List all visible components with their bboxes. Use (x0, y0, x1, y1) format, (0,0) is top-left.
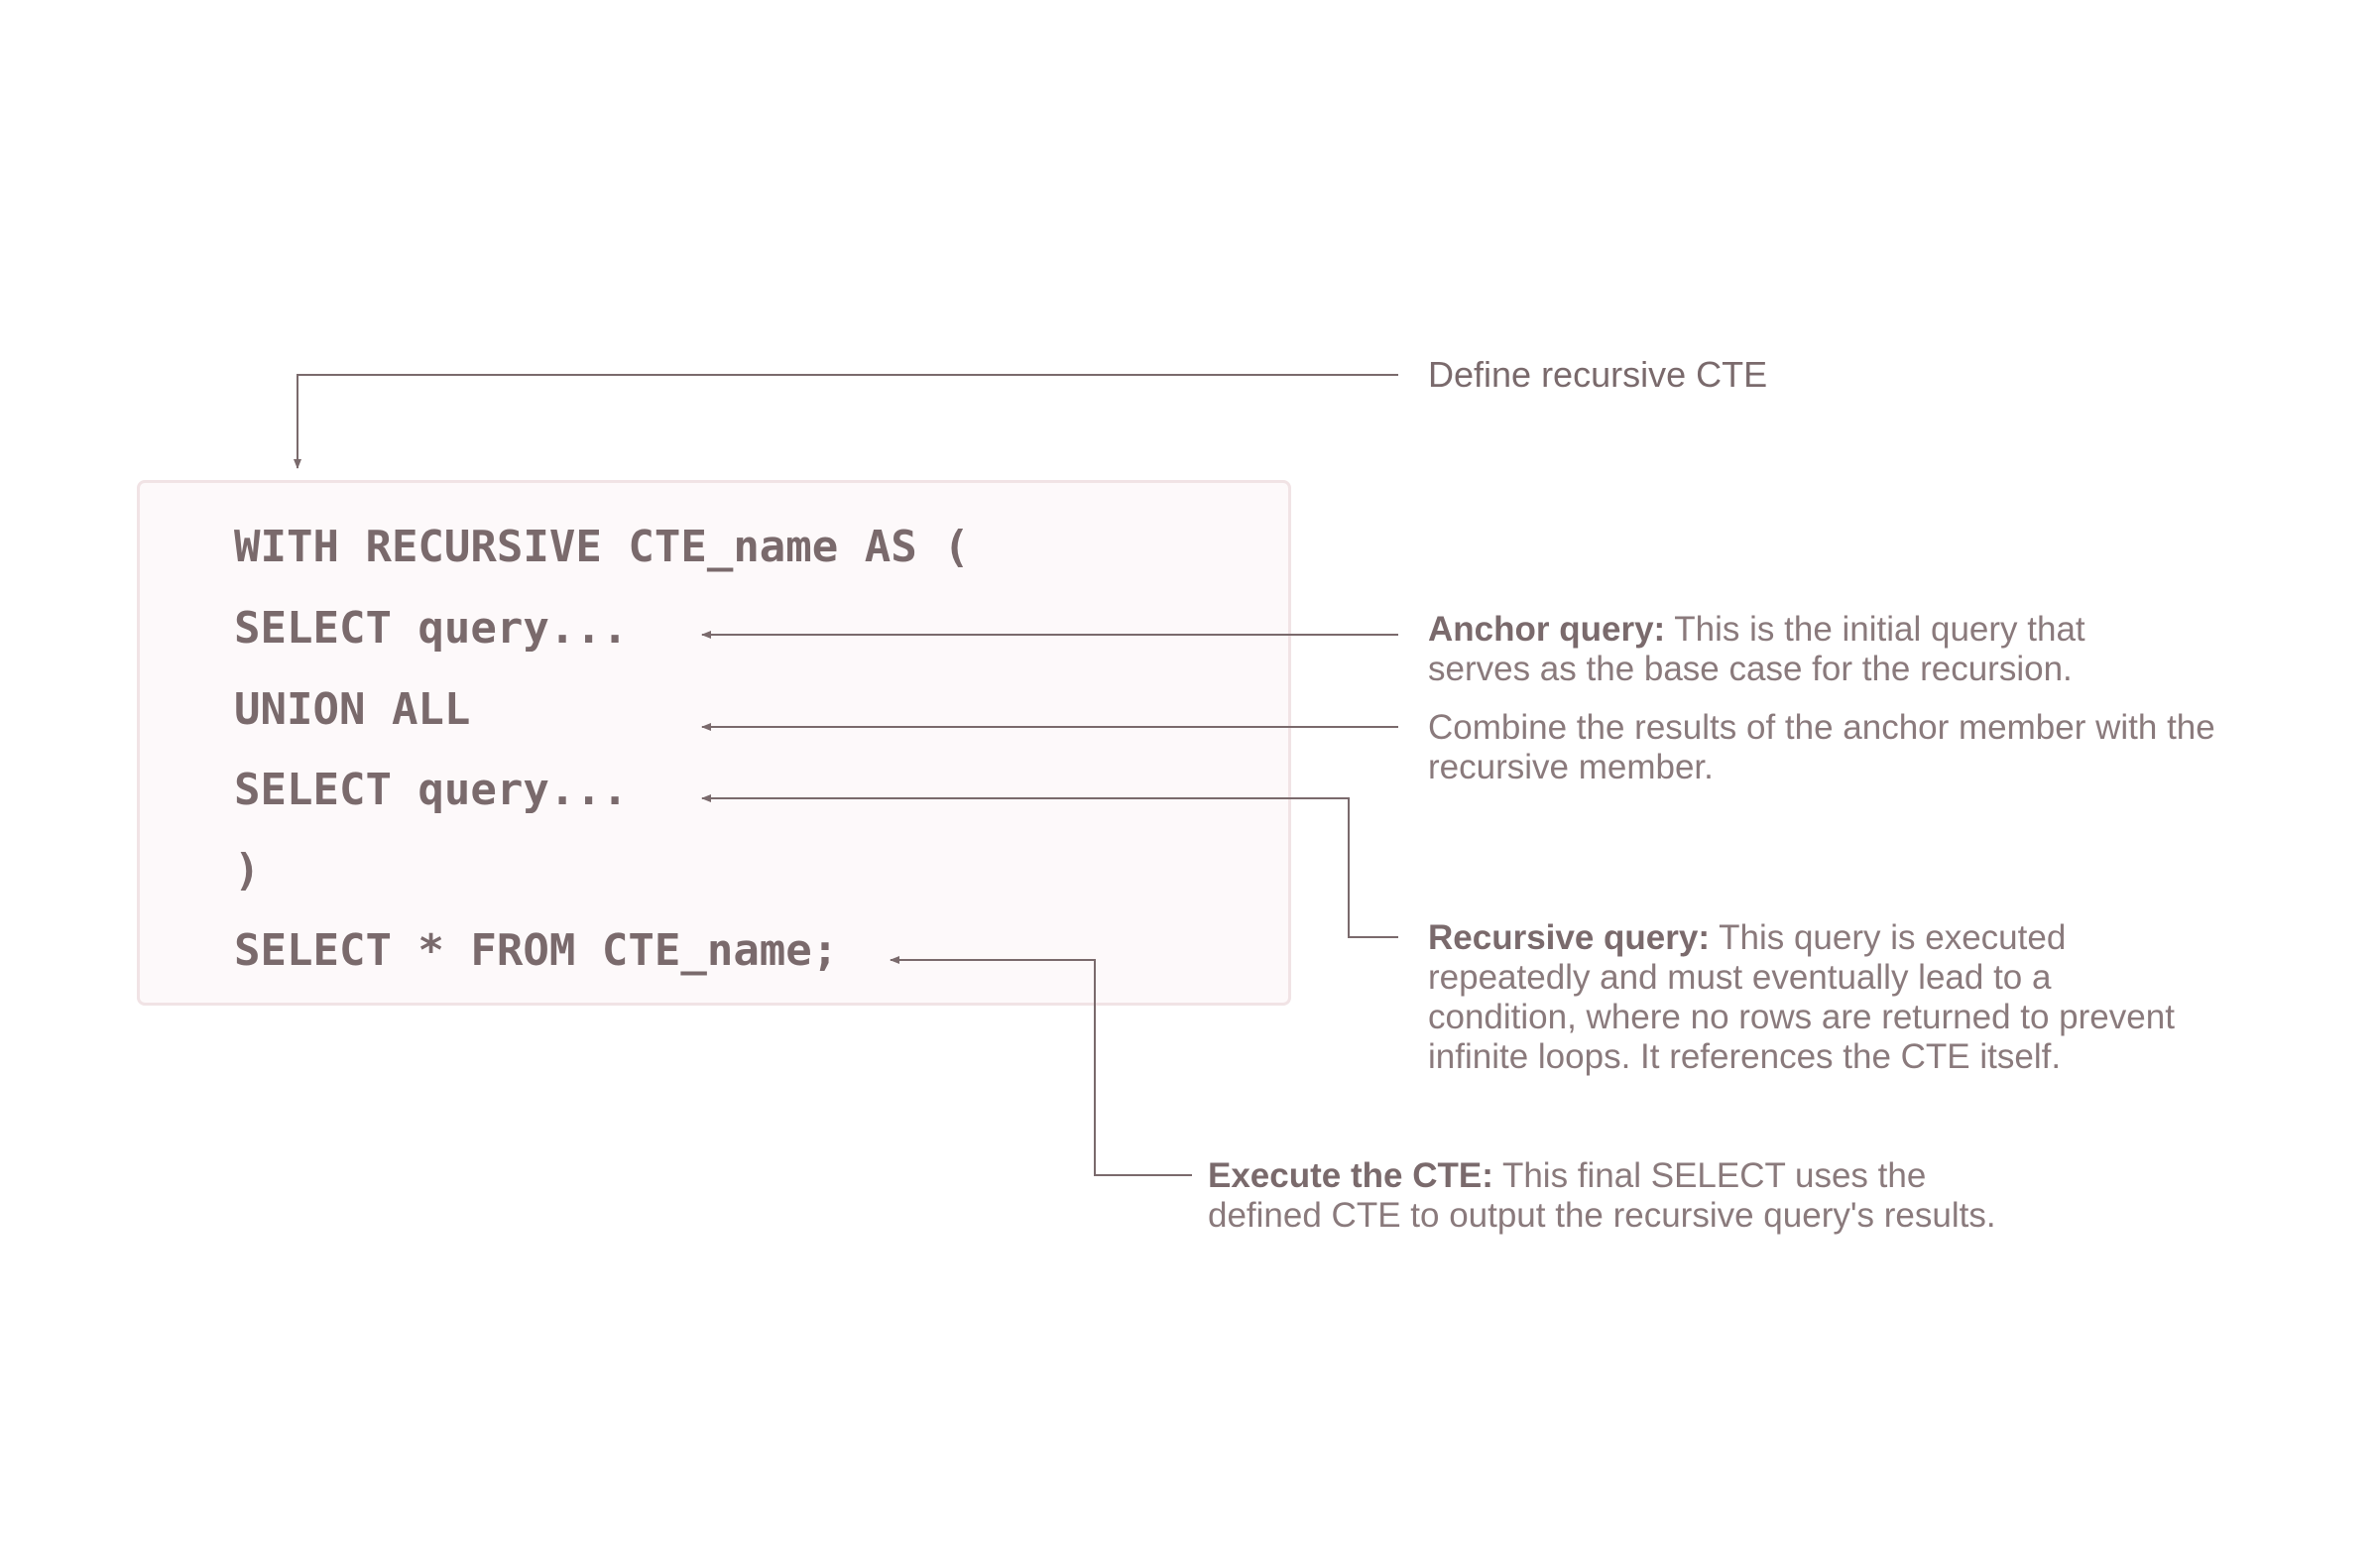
define-recursive-cte-label: Define recursive CTE (1428, 354, 1768, 395)
code-line-anchor-select: SELECT query... (234, 603, 629, 654)
code-line-recursive-select: SELECT query... (234, 765, 629, 815)
code-line-with-recursive: WITH RECURSIVE CTE_name AS ( (234, 522, 970, 572)
union-all-note: Combine the results of the anchor member with the recursive member. (1428, 708, 2215, 786)
connector-recursive (702, 798, 1398, 937)
code-line-union-all: UNION ALL (234, 684, 471, 735)
anchor-query-title: Anchor query: (1428, 610, 1666, 649)
execute-cte-title: Execute the CTE: (1208, 1156, 1493, 1195)
recursive-query-note (1428, 918, 2182, 1077)
anchor-query-note (1428, 610, 2182, 689)
recursive-query-title: Recursive query: (1428, 918, 1711, 957)
recursive-query-text: This query is executed repeatedly and must eventually lead to a condition, where no rows are returned to prevent infinite loops. It references the CTE itself. (1428, 918, 2175, 1076)
execute-cte-note (1208, 1156, 2001, 1236)
connector-execute (891, 960, 1192, 1175)
execute-cte-text: This final SELECT uses the defined CTE to output the recursive query's results. (1208, 1156, 1996, 1235)
code-line-close-paren: ) (234, 845, 261, 896)
anchor-query-text: This is the initial query that serves as the base case for the recursion. (1428, 610, 2085, 688)
code-line-final-select: SELECT * FROM CTE_name; (234, 925, 839, 976)
connector-define (298, 375, 1398, 468)
